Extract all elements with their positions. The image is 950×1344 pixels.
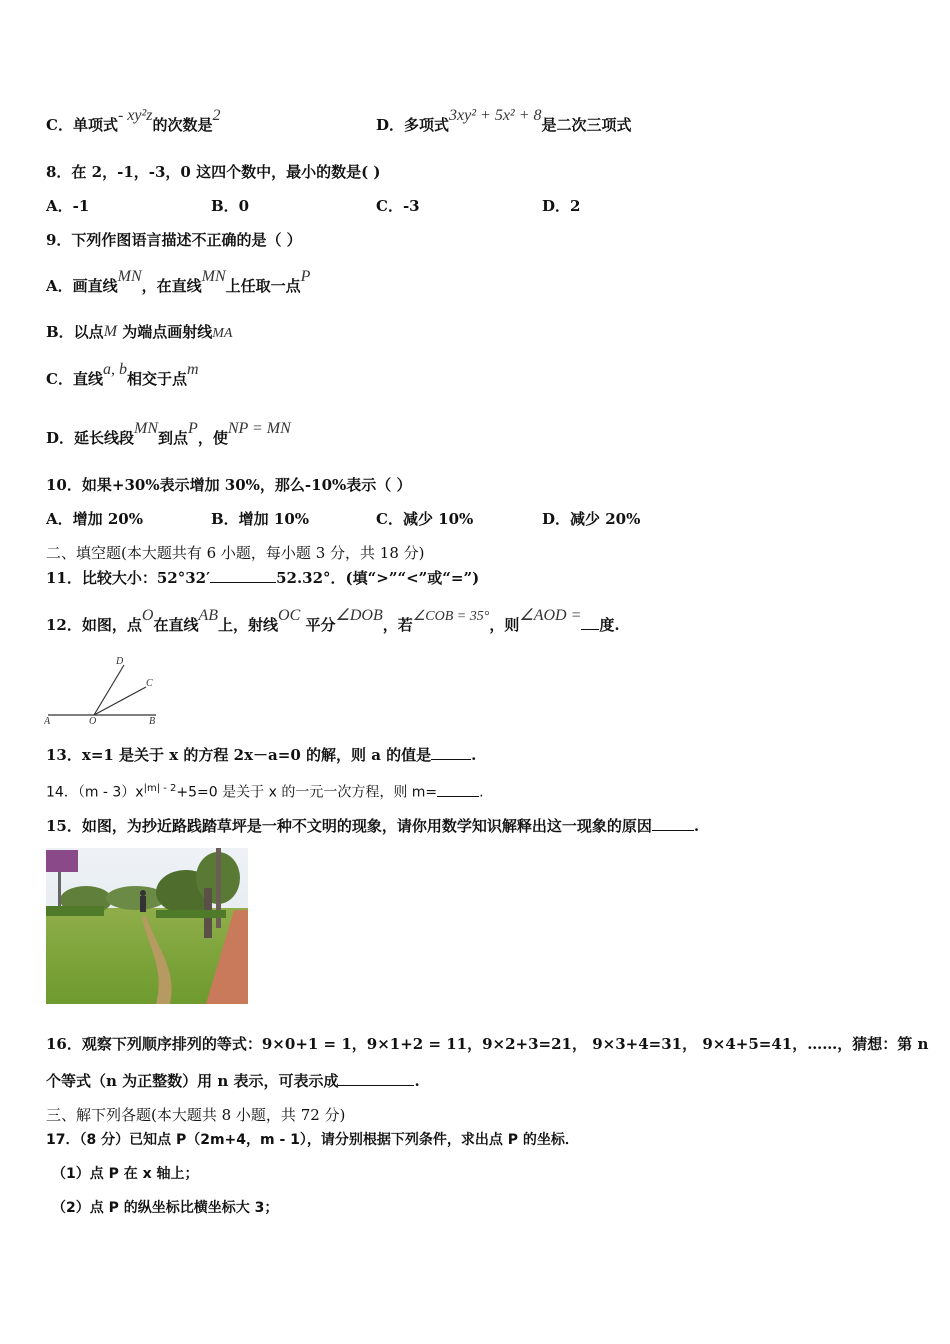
q17-part2: （2）点 P 的纵坐标比横坐标大 3； [52, 1200, 279, 1216]
section2-heading: 二、填空题(本大题共有 6 小题，每小题 3 分，共 18 分) [46, 544, 425, 562]
q9-stem: 9．下列作图语言描述不正确的是（ ） [46, 231, 302, 249]
q9-c-math1: a, b [102, 361, 127, 378]
q9-b-text2: 为端点画射线 [122, 323, 213, 341]
q10-option-b: B．增加 10% [211, 510, 310, 528]
q9-a-text2: ，在直线 [141, 277, 202, 295]
q9-option-d [46, 420, 291, 449]
q16-text2: . [414, 1072, 420, 1090]
q16-text1: 个等式（n 为正整数）用 n 表示，可表示成 [46, 1072, 339, 1090]
q7-c-value: 2 [212, 107, 221, 124]
point-label-b: B [149, 716, 156, 727]
q9-d-text3: ，使 [197, 429, 228, 447]
q9-c-math2: m [186, 361, 199, 378]
q10-option-a: A．增加 20% [46, 510, 143, 528]
q7-option-d [376, 107, 632, 136]
q7-c-math: - xy²z [117, 107, 153, 124]
q12-text7: 度. [599, 616, 620, 634]
q13 [46, 745, 476, 765]
q8-option-a: A．-1 [46, 197, 90, 215]
q9-a-math3: P [300, 268, 311, 285]
q9-d-text1: D．延长线段 [46, 429, 135, 447]
point-label-d: D [116, 656, 124, 667]
q15 [46, 816, 699, 836]
q9-d-math3: NP = MN [227, 420, 291, 437]
q12-math2: AB [198, 607, 218, 624]
q11-blank[interactable] [210, 568, 276, 583]
q8-option-c: C．-3 [376, 197, 420, 215]
q13-text2: . [471, 746, 477, 764]
q11-text1: 11．比较大小：52°32′ [46, 569, 211, 587]
q7-c-prefix: C．单项式 [46, 116, 118, 134]
q7-c-mid: 的次数是 [152, 116, 213, 134]
q7-d-math: 3xy² + 5x² + 8 [449, 107, 542, 124]
q9-d-math1: MN [134, 420, 159, 437]
q14-text3: . [479, 784, 484, 801]
q9-c-text2: 相交于点 [126, 370, 187, 388]
q13-text1: 13．x=1 是关于 x 的方程 2x－a=0 的解，则 a 的值是 [46, 746, 432, 764]
q12-angle-figure [44, 655, 164, 727]
q7-options [46, 107, 632, 136]
q12-text5: ，若 [382, 616, 413, 634]
q9-option-a [46, 268, 311, 297]
q7-d-suffix: 是二次三项式 [541, 116, 632, 134]
q9-a-text1: A．画直线 [46, 277, 118, 295]
q9-option-b [46, 322, 232, 344]
q12-math5: ∠COB = 35° [412, 609, 490, 624]
q11 [46, 568, 479, 588]
q8-option-b: B．0 [211, 197, 250, 215]
q12-math1: O [141, 607, 154, 624]
lawn-shortcut-photo [46, 848, 248, 1004]
q14-text2: +5=0 是关于 x 的一元一次方程，则 m= [176, 784, 438, 801]
q15-text2: . [693, 817, 700, 835]
q12-math4: ∠DOB [335, 607, 383, 624]
q12-text3: 上，射线 [218, 616, 279, 634]
q14-exponent: |m| - 2 [143, 783, 177, 794]
q10-option-d: D．减少 20% [542, 510, 641, 528]
q8-stem: 8．在 2，-1，-3，0 这四个数中，最小的数是( ) [46, 163, 381, 181]
q14-blank[interactable] [437, 782, 479, 797]
q12-blank[interactable] [581, 615, 599, 630]
q12-text2: 在直线 [153, 616, 199, 634]
q17-part1: （1）点 P 在 x 轴上； [52, 1166, 199, 1182]
q12-text6: ，则 [489, 616, 520, 634]
q7-d-prefix: D．多项式 [376, 116, 450, 134]
q9-b-math1: M [103, 323, 118, 340]
q12-text4: 平分 [305, 616, 336, 634]
point-label-o: O [89, 716, 97, 727]
q9-a-text3: 上任取一点 [225, 277, 301, 295]
q10-stem: 10．如果+30%表示增加 30%，那么-10%表示（ ） [46, 476, 412, 494]
q16-line1: 16．观察下列顺序排列的等式：9×0+1 = 1，9×1+2 = 11，9×2+3=21， 9×3+4=31， 9×4+5=41，……，猜想：第 n [46, 1035, 929, 1053]
q17-stem: 17．（8 分）已知点 P（2m+4，m - 1），请分别根据下列条件，求出点 P 的坐标． [46, 1132, 579, 1148]
q9-b-text1: B．以点 [46, 323, 104, 341]
q8-option-d: D．2 [542, 197, 581, 215]
q12-text1: 12．如图，点 [46, 616, 142, 634]
q11-text2: 52.32°．(填“>”“<”或“=”) [276, 569, 480, 587]
point-label-c: C [146, 678, 153, 689]
q9-b-math2: MA [212, 326, 233, 341]
q9-c-text1: C．直线 [46, 370, 103, 388]
point-label-a: A [44, 716, 51, 727]
q14-text1: 14．（m - 3）x [46, 784, 144, 801]
q12-math6: ∠AOD = [519, 607, 582, 624]
q9-d-text2: 到点 [158, 429, 189, 447]
q15-blank[interactable] [652, 816, 694, 831]
q16-blank[interactable] [338, 1071, 414, 1086]
q12-math3: OC [278, 607, 301, 624]
q16-line2 [46, 1071, 420, 1091]
q9-option-c [46, 361, 199, 390]
section3-heading: 三、解下列各题(本大题共 8 小题，共 72 分) [46, 1106, 346, 1124]
q10-option-c: C．减少 10% [376, 510, 474, 528]
q12 [46, 607, 620, 637]
q9-a-math2: MN [201, 268, 226, 285]
q9-d-math2: P [188, 420, 198, 437]
q9-a-math1: MN [117, 268, 142, 285]
q15-text1: 15．如图，为抄近路践踏草坪是一种不文明的现象，请你用数学知识解释出这一现象的原因 [46, 817, 652, 835]
q7-option-c [46, 107, 221, 134]
q14 [46, 779, 484, 803]
q13-blank[interactable] [431, 745, 471, 760]
